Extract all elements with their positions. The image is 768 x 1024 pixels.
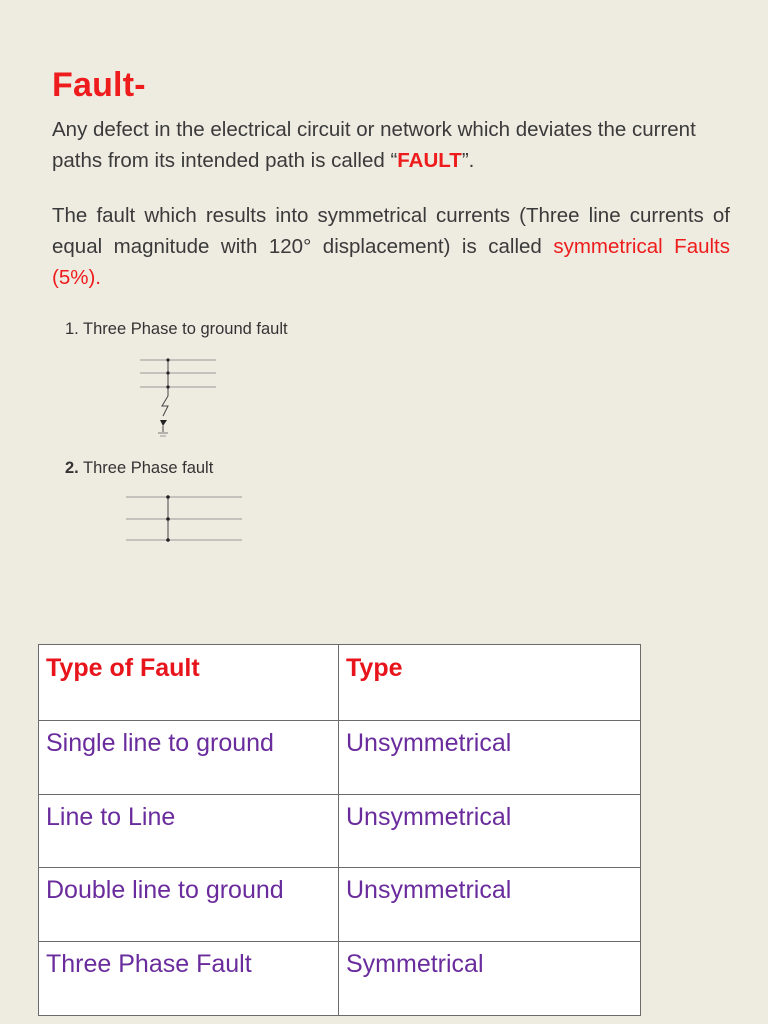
fault-name-cell: Line to Line bbox=[39, 794, 339, 868]
table-row bbox=[39, 720, 641, 794]
three-phase-to-ground-fault-diagram bbox=[136, 354, 220, 440]
list-item-label: Three Phase fault bbox=[78, 459, 214, 477]
list-item-three-phase bbox=[65, 459, 213, 478]
fault-types-table bbox=[38, 644, 641, 1016]
header-type-of-fault: Type of Fault bbox=[39, 645, 339, 721]
fault-name-cell: Double line to ground bbox=[39, 868, 339, 942]
symmetrical-text: The fault which results into symmetrical currents (Three line currents of equal magnitude with 120° displacement) is called bbox=[52, 204, 730, 258]
fault-type-cell: Symmetrical bbox=[339, 942, 641, 1016]
definition-text: Any defect in the electrical circuit or network which deviates the current paths from its intended path is called “ bbox=[52, 118, 696, 172]
three-phase-fault-diagram bbox=[124, 488, 244, 548]
list-item-three-phase-to-ground: 1. Three Phase to ground fault bbox=[65, 320, 288, 338]
table-row bbox=[39, 794, 641, 868]
fault-type-cell: Unsymmetrical bbox=[339, 794, 641, 868]
fault-type-cell: Unsymmetrical bbox=[339, 868, 641, 942]
fault-definition bbox=[52, 114, 730, 176]
header-type: Type bbox=[339, 645, 641, 721]
fault-name-cell: Three Phase Fault bbox=[39, 942, 339, 1016]
page-title: Fault- bbox=[52, 66, 146, 104]
fault-type-cell: Unsymmetrical bbox=[339, 720, 641, 794]
symmetrical-highlight: symmetrical Faults (5%). bbox=[52, 235, 731, 289]
table-row bbox=[39, 942, 641, 1016]
list-item-number: 2. bbox=[65, 459, 79, 477]
fault-highlight: FAULT bbox=[397, 149, 462, 172]
table-header-row bbox=[39, 645, 641, 721]
symmetrical-fault-description bbox=[52, 200, 730, 293]
fault-name-cell: Single line to ground bbox=[39, 720, 339, 794]
table-row bbox=[39, 868, 641, 942]
definition-text-end: ”. bbox=[461, 149, 475, 172]
